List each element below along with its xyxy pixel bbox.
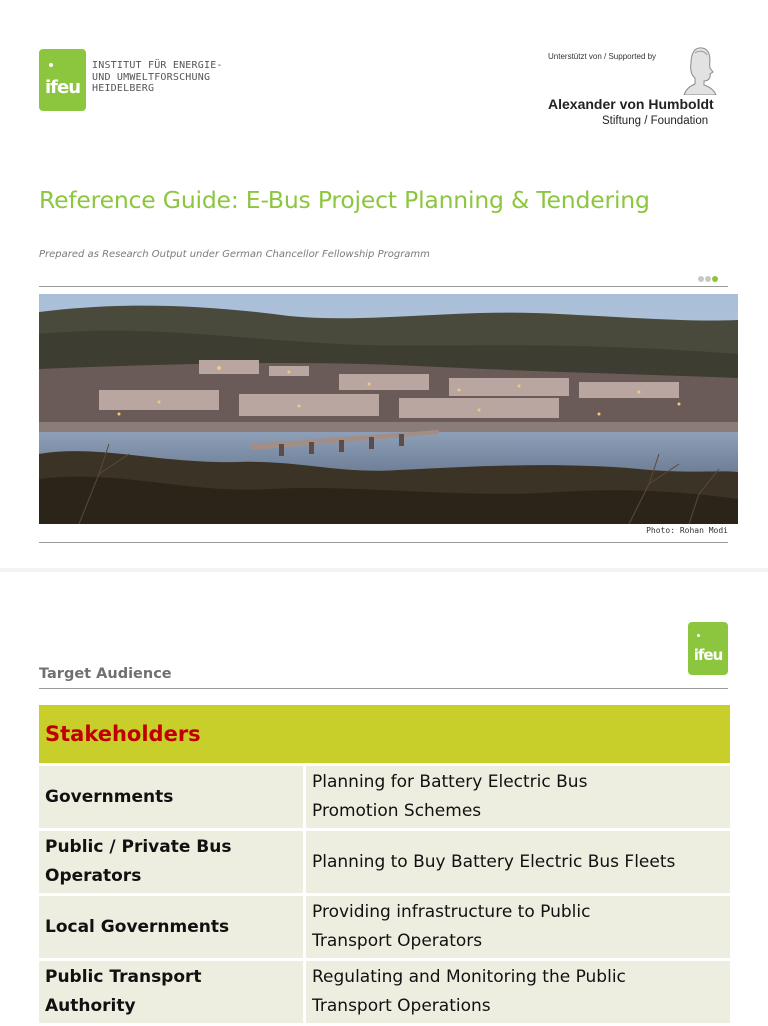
section-heading: Target Audience — [39, 666, 172, 682]
institute-name — [92, 60, 223, 95]
cell-line: Planning to Buy Battery Electric Bus Fleets — [312, 851, 676, 872]
page-title: Reference Guide: E-Bus Project Planning & Tendering — [39, 186, 650, 214]
divider — [39, 542, 728, 543]
stakeholder-cell — [39, 766, 306, 828]
table-row — [39, 766, 730, 828]
humboldt-logo — [548, 50, 718, 140]
cell-line: Transport Operations — [312, 996, 491, 1016]
table-row — [39, 961, 730, 1023]
cell-line: Regulating and Monitoring the Public — [312, 967, 626, 987]
cell-line: Public / Private Bus — [45, 837, 232, 857]
institute-line: UND UMWELTFORSCHUNG — [92, 71, 211, 83]
purpose-cell — [306, 766, 730, 828]
cell-line: Public Transport — [45, 967, 202, 987]
table-row — [39, 896, 730, 958]
indicator-dot — [705, 276, 711, 282]
divider — [39, 286, 728, 287]
cell-line: Transport Operators — [312, 931, 483, 951]
table-header: Stakeholders — [39, 705, 730, 763]
slide-indicator — [698, 267, 719, 286]
foundation-sub: Stiftung / Foundation — [602, 115, 709, 127]
cell-line: Operators — [45, 866, 142, 886]
stakeholder-cell — [39, 961, 306, 1023]
cell-line: Authority — [45, 996, 136, 1016]
ifeu-logo-small — [688, 622, 728, 675]
photo-credit: Photo: Rohan Modi — [646, 526, 728, 535]
table-row — [39, 831, 730, 893]
institute-line: HEIDELBERG — [92, 83, 155, 94]
stakeholders-table — [39, 702, 730, 1026]
divider — [39, 688, 728, 689]
cell-line: Local Governments — [45, 916, 230, 937]
cell-line: Providing infrastructure to Public — [312, 902, 591, 922]
purpose-cell — [306, 961, 730, 1023]
subtitle: Prepared as Research Output under German Chancellor Fellowship Programm — [39, 249, 430, 260]
logo-text: ifeu — [44, 77, 81, 98]
stakeholder-cell — [39, 896, 306, 958]
heidelberg-photo — [39, 294, 738, 524]
purpose-cell — [306, 896, 730, 958]
cell-line: Governments — [45, 786, 174, 807]
foundation-name: Alexander von Humboldt — [548, 96, 714, 112]
indicator-dot-active — [712, 276, 718, 282]
institute-line: INSTITUT FÜR ENERGIE- — [92, 60, 223, 71]
humboldt-bust-icon — [680, 45, 718, 95]
purpose-cell — [306, 831, 730, 893]
cell-line: Planning for Battery Electric Bus — [312, 772, 588, 792]
logo-text: ifeu — [693, 646, 723, 664]
cell-line: Promotion Schemes — [312, 801, 482, 821]
stakeholder-cell — [39, 831, 306, 893]
supported-by-text: Unterstützt von / Supported by — [548, 52, 657, 61]
target-audience-slide — [0, 572, 768, 1024]
indicator-dot — [698, 276, 704, 282]
ifeu-logo — [39, 49, 86, 111]
